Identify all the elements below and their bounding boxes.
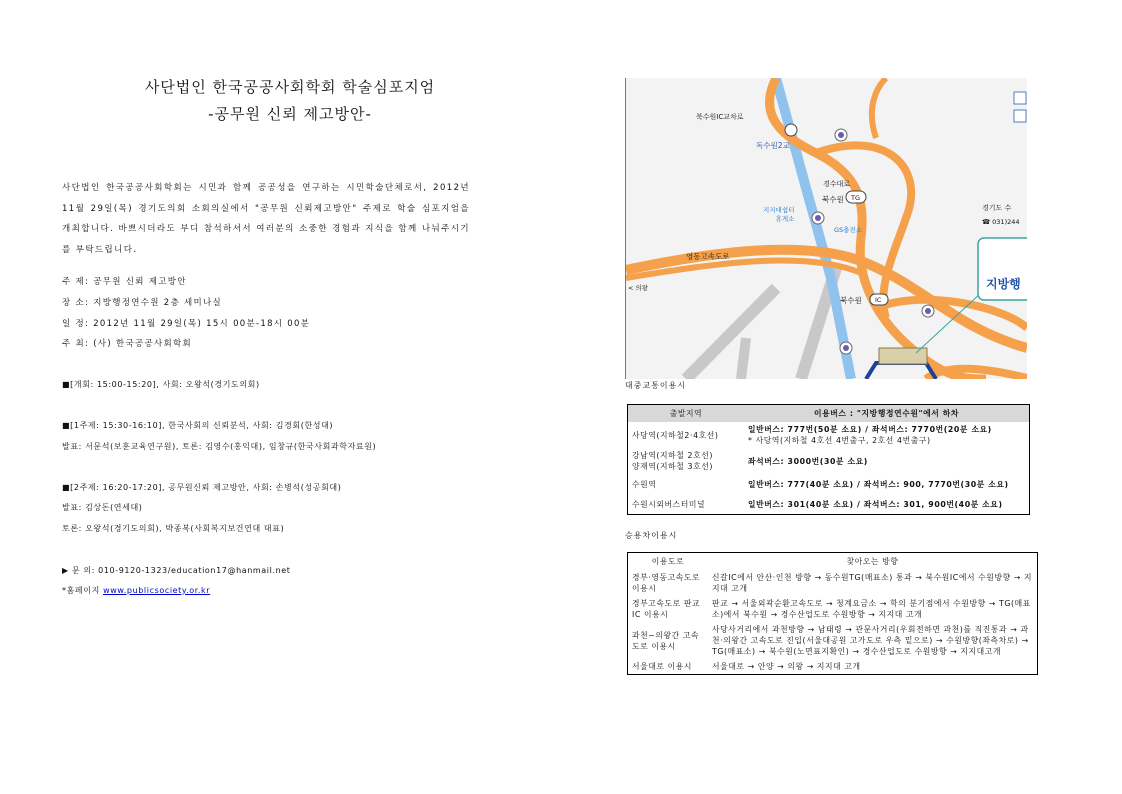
bus-from: 사당역(지하철2·4호선) — [632, 430, 719, 440]
label-gyeongsu: 경수대로 — [823, 180, 851, 188]
camera-dot — [815, 215, 821, 221]
bus-table — [627, 404, 1030, 515]
camera-dot — [838, 132, 844, 138]
contact-phone: ▶ 문 의: 010-9120-1323/education17@hanmail.net — [62, 566, 291, 575]
gray-road — [741, 338, 746, 379]
bus-header-from: 출발지역 — [628, 405, 745, 423]
bus-line: 일반버스: 777(40분 소요) / 좌석버스: 900, 7770번(30분 소요) — [748, 479, 1009, 489]
map-control-icon[interactable] — [1014, 110, 1026, 122]
map-control-icon[interactable] — [1014, 92, 1026, 104]
car-route: 사당사거리에서 과천방향 → 남태령 → 관문사거리(우회전하면 과천)를 직진통과 → 과천·의왕간 고속도로 진입(서울대공원 고가도로 우측 밑으로) → 수원방향(좌측차로) → TG(매표소) → 북수원(노면표지확인) → 경수산업도로 수원방향 → 지지대고개 — [712, 625, 1029, 656]
bus-line: 좌석버스: 3000번(30분 소요) — [748, 456, 868, 466]
table-row — [628, 474, 1030, 494]
program-session2-title: ■[2주제: 16:20-17:20], 공무원신뢰 제고방안, 사회: 손병석(성공회대) — [62, 483, 342, 492]
label-tg: TG — [851, 194, 861, 202]
label-ic: IC — [875, 296, 882, 304]
bus-from: 수원역 — [632, 479, 657, 489]
label-buksuwon-ic: 북수원IC교차로 — [696, 113, 744, 121]
info-date: 일 정: 2012년 11월 29일(목) 15시 00분-18시 00분 — [62, 319, 311, 329]
table-row — [628, 622, 1038, 659]
bus-header-row — [628, 405, 1030, 423]
program-session1-title: ■[1주제: 15:30-16:10], 한국사회의 신뢰분석, 사회: 김경회(한성대) — [62, 421, 334, 430]
table-row — [628, 596, 1038, 622]
car-road: 경부·영동고속도로 이용시 — [632, 573, 701, 593]
table-row — [628, 494, 1030, 515]
car-road: 서울대로 이용시 — [632, 662, 693, 671]
intro-paragraph: 사단법인 한국공공사회학회는 시민과 함께 공공성을 연구하는 시민학술단체로서, 2012년 11월 29일(목) 경기도의회 소회의실에서 "공무원 신뢰제고방안" 주제로 학술 심포지엄을 개최합니다. 바쁘시더라도 부디 참석하셔서 여러분의 소중한 경험과 지식을 함께 나눠주시기를 부탁드립니다. — [62, 183, 470, 255]
table-row — [628, 422, 1030, 448]
homepage-link[interactable]: www.publicsociety.or.kr — [103, 586, 211, 595]
label-buksuwon-tg: 북수원 — [822, 195, 844, 204]
bus-from: 강남역(지하철 2호선) 양재역(지하철 3호선) — [632, 451, 713, 471]
label-buksuwon2: 독수원2교 — [756, 141, 790, 150]
bus-line: 일반버스: 301(40분 소요) / 좌석버스: 301, 900번(40분 소요) — [748, 499, 1003, 509]
camera-dot — [925, 308, 931, 314]
label-phone: ☎ 031)244 — [982, 218, 1020, 226]
car-header-route: 찾아오는 방향 — [846, 557, 899, 566]
info-topic: 주 제: 공무원 신뢰 제고방안 — [62, 277, 187, 287]
building-icon — [879, 348, 927, 364]
info-host: 주 최: (사) 한국공공사회학회 — [62, 339, 193, 349]
label-uiwang: < 의왕 — [628, 284, 649, 292]
car-header-road: 이용도로 — [651, 557, 685, 566]
label-gs-station: GS충전소 — [834, 226, 862, 234]
bus-caption: 대중교통이용시 — [625, 381, 687, 390]
info-place: 장 소: 지방행정연수원 2층 세미나실 — [62, 298, 223, 308]
car-caption: 승용차이용시 — [625, 531, 678, 540]
bus-line: 일반버스: 777번(50분 소요) / 좌석버스: 7770번(20분 소요) — [748, 425, 992, 434]
car-road: 과천~의왕간 고속도로 이용시 — [632, 630, 700, 651]
title-line1: 사단법인 한국공공사회학회 학술심포지엄 — [144, 78, 436, 96]
program-session1-detail: 발표: 서문석(보훈교육연구원), 토론: 김영수(홍익대), 임창규(한국사회과학자료원) — [62, 442, 377, 451]
bus-line: * 사당역(지하철 4호선 4번출구, 2호선 4번출구) — [748, 436, 931, 445]
highway-gyeongsu — [770, 78, 986, 379]
table-row — [628, 570, 1038, 596]
table-row — [628, 659, 1038, 675]
map-graphic — [626, 78, 1027, 379]
program-opening: ■[개회: 15:00-15:20], 사회: 오왕석(경기도의회) — [62, 380, 260, 389]
label-local-admin: 지방행 — [986, 277, 1021, 291]
car-header-row — [628, 553, 1038, 571]
gray-road — [686, 288, 776, 379]
bus-info — [744, 422, 1030, 448]
car-route: 신갈IC에서 안산·인천 방향 → 동수원TG(매표소) 통과 → 북수원IC에서 수원방향 → 지지대 고개 — [712, 573, 1033, 593]
car-route: 판교 → 서울외곽순환고속도로 → 청계요금소 → 학의 분기점에서 수원방향 → TG(매표소)에서 북수원 → 경수산업도로 수원방향 → 지지대 고개 — [712, 599, 1031, 619]
homepage-label: *홈페이지 — [62, 586, 104, 595]
label-buksuwon-ic2: 북수원 — [840, 296, 862, 305]
camera-dot — [843, 345, 849, 351]
program-session2-presenter: 발표: 김상돈(연세대) — [62, 503, 143, 512]
label-yeongdong: 영동고속도로 — [686, 252, 730, 261]
table-row — [628, 448, 1030, 474]
location-map — [625, 78, 1027, 379]
program-session2-discussion: 토론: 오왕석(경기도의회), 박종복(사회복지보건연대 대표) — [62, 524, 285, 533]
ramp — [872, 78, 886, 138]
bus-from: 수원시외버스터미널 — [632, 499, 706, 509]
bus-header-bus: 이용버스 : "지방행정연수원"에서 하차 — [744, 405, 1030, 423]
car-route: 서울대로 → 안양 → 의왕 → 지지대 고개 — [712, 662, 861, 671]
label-rest-area: 지지대쉼터 휴게소 — [763, 206, 795, 223]
car-table — [627, 552, 1038, 675]
contact-homepage — [62, 585, 210, 596]
label-gg-office: 경기도 수 — [982, 204, 1012, 212]
car-road: 경부고속도로 판교IC 이용시 — [632, 599, 701, 619]
interchange-icon — [785, 124, 797, 136]
title-line2: -공무원 신뢰 제고방안- — [208, 105, 372, 123]
